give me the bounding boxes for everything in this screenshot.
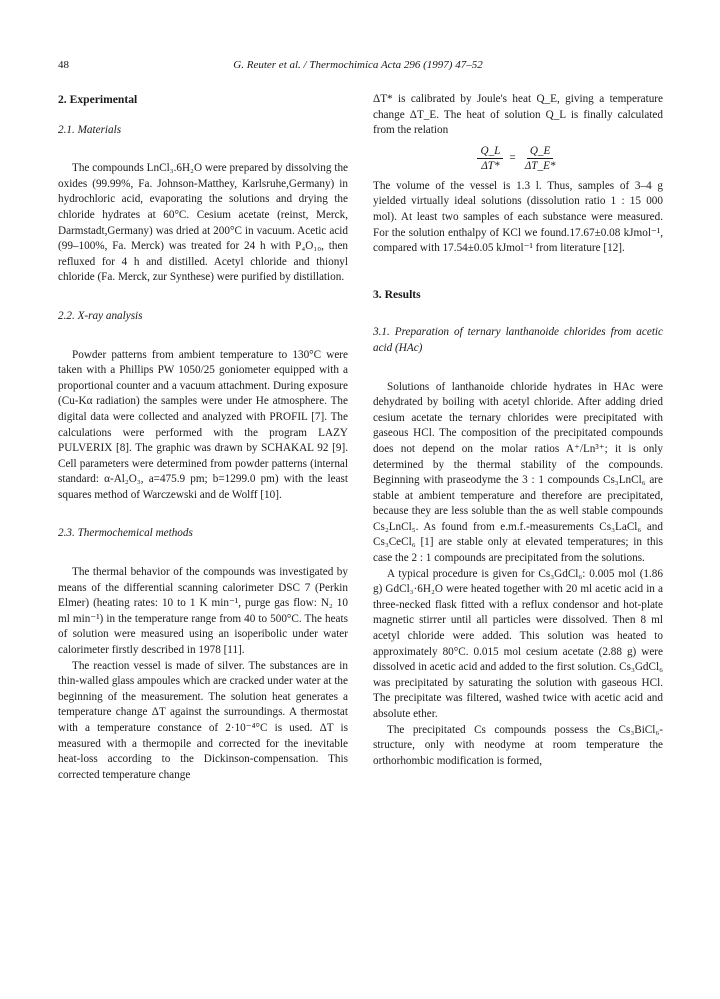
equation-denominator-left: ΔT* (481, 160, 500, 173)
running-title: G. Reuter et al. / Thermochimica Acta 296 (1997) 47–52 (233, 59, 483, 71)
subsection-heading-xray: 2.2. X-ray analysis (58, 309, 143, 322)
equation-numerator-left: Q_L (477, 144, 503, 159)
right-column (373, 92, 663, 769)
paragraph-xray: Powder patterns from ambient temperature to 130°C were taken with a Phillips PW 1050/25 goniometer equipped with a proportional counter and a vacuum attachment. During exposure (Cu-Kα radiation) the samples were under He atmosphere. The digital data were collected and analyzed with PROFIL [7]. The calculations were performed with the program LAZY PULVERIX [8]. The graphic was drawn by SCHAKAL 92 [9]. Cell parameters were determined from powder patterns (internal standard: α-Al₂O₃, a=475.9 pm; b=1299.0 pm) with the least squares method of Warczewski and de Wolff [10]. (58, 348, 348, 501)
paragraph-vessel-volume: The volume of the vessel is 1.3 l. Thus, samples of 3–4 g yielded virtually ideal solutions (dissolution ratio 1 : 15 000 mol). At least two samples of each substance were measured. For the solution enthalpy of KCl we found.17.67±0.08 kJmol⁻¹, compared with 17.54±0.05 kJmol⁻¹ from literature [12]. (373, 179, 663, 255)
left-column (58, 92, 348, 783)
page-number: 48 (58, 59, 69, 71)
paragraph-materials: The compounds LnCl₃.6H₂O were prepared by dissolving the oxides (99.99%, Fa. Johnson-Matthey, Karlsruhe,Germany) in hydrochloric acid, evaporating the solutions and drying the chloride hydrates at 60°C. Cesium acetate (reinst, Merck, Darmstadt,Germany) was dried at 200°C in vacuum. Acetic acid (99–100%, Fa. Merck) was treated for 24 h with P₄O₁₀, then refluxed for 4 h and distilled. Acetyl chloride and thionyl chloride (Fa. Merck, zur Synthese) were purified by distillation. (58, 162, 348, 284)
subsection-heading-thermochemical: 2.3. Thermochemical methods (58, 527, 193, 540)
subsection-heading-materials: 2.1. Materials (58, 123, 122, 136)
equation-numerator-right: Q_E (527, 144, 554, 159)
section-heading-experimental: 2. Experimental (58, 93, 138, 106)
page-header (58, 59, 658, 75)
paragraph-results-1: Solutions of lanthanoide chloride hydrates in HAc were dehydrated by boiling with acetyl chloride. After adding dried cesium acetate the ternary chlorides were precipitated with gaseous HCl. The composition of the precipitated compounds does not depend on the molar ratios A⁺/Ln³⁺; it is only determined by the thermal stability of the compounds. Beginning with praseodyme the 3 : 1 compounds Cs₃LnCl₆ are stable at ambient temperature and therefore are precipitated, because they are less soluble than the as well stable compounds Cs₂LnCl₅. As found from e.m.f.-measurements Cs₃LaCl₆ and Cs₃CeCl₆ [1] are stable only at elevated temperatures; in this case the 2 : 1 compounds are precipitated from the solutions. (373, 380, 663, 565)
subsection-heading-preparation: 3.1. Preparation of ternary lanthanoide chlorides from acetic acid (HAc) (373, 326, 663, 354)
paragraph-results-3: The precipitated Cs compounds possess the Cs₃BiCl₆-structure, only with neodyme at room temperature the orthorhombic modification is formed, (373, 723, 663, 767)
paragraph-results-2: A typical procedure is given for Cs₃GdCl₆: 0.005 mol (1.86 g) GdCl₃·6H₂O were heated together with 20 ml acetic acid in a three-necked flask fitted with a reflux condensor and hot-plate magnetic stirrer until all particles were dissolved. Then 8 ml acetyl chloride were added. This solution was heated to approximately 80°C. 0.015 mol cesium acetate (2.88 g) were dissolved in acetic acid and added to the first solution. Cs₃GdCl₆ was precipitated by saturating the solution with gaseous HCl. The precipitate was filtered, washed twice with acetic acid and absolute ether. (373, 567, 663, 720)
equation-heat-of-solution (373, 139, 663, 179)
equation-denominator-right: ΔT_E* (524, 160, 556, 173)
paragraph-thermo-2: The reaction vessel is made of silver. The substances are in thin-walled glass ampoules which are cracked under water at the beginning of the measurement. The solution heat generates a temperature change ΔT against the surroundings. A thermostat with a temperature constance of 2·10⁻⁴°C is used. ΔT is measured with a thermopile and corrected for the inevitable heat-loss according to the Dickinson-compensation. This corrected temperature change (58, 659, 348, 781)
equation-fraction-right (522, 144, 559, 173)
paragraph-thermo-1: The thermal behavior of the compounds was investigated by means of the differential scanning calorimeter DSC 7 (Perkin Elmer) (heating rates: 10 to 1 K min⁻¹, purge gas flow: N₂ 10 ml min⁻¹) in the temperature range from 40 to 500°C. The heats of solution were measured using an isoperibolic under water calorimeter firstly described in 1978 [11]. (58, 566, 348, 657)
equation-fraction-left (477, 144, 503, 173)
section-heading-results: 3. Results (373, 287, 421, 301)
paragraph-calibration: ΔT* is calibrated by Joule's heat Q_E, giving a temperature change ΔT_E. The heat of solution Q_L is finally calculated from the relation (373, 93, 663, 137)
equation-equals: = (509, 151, 516, 164)
